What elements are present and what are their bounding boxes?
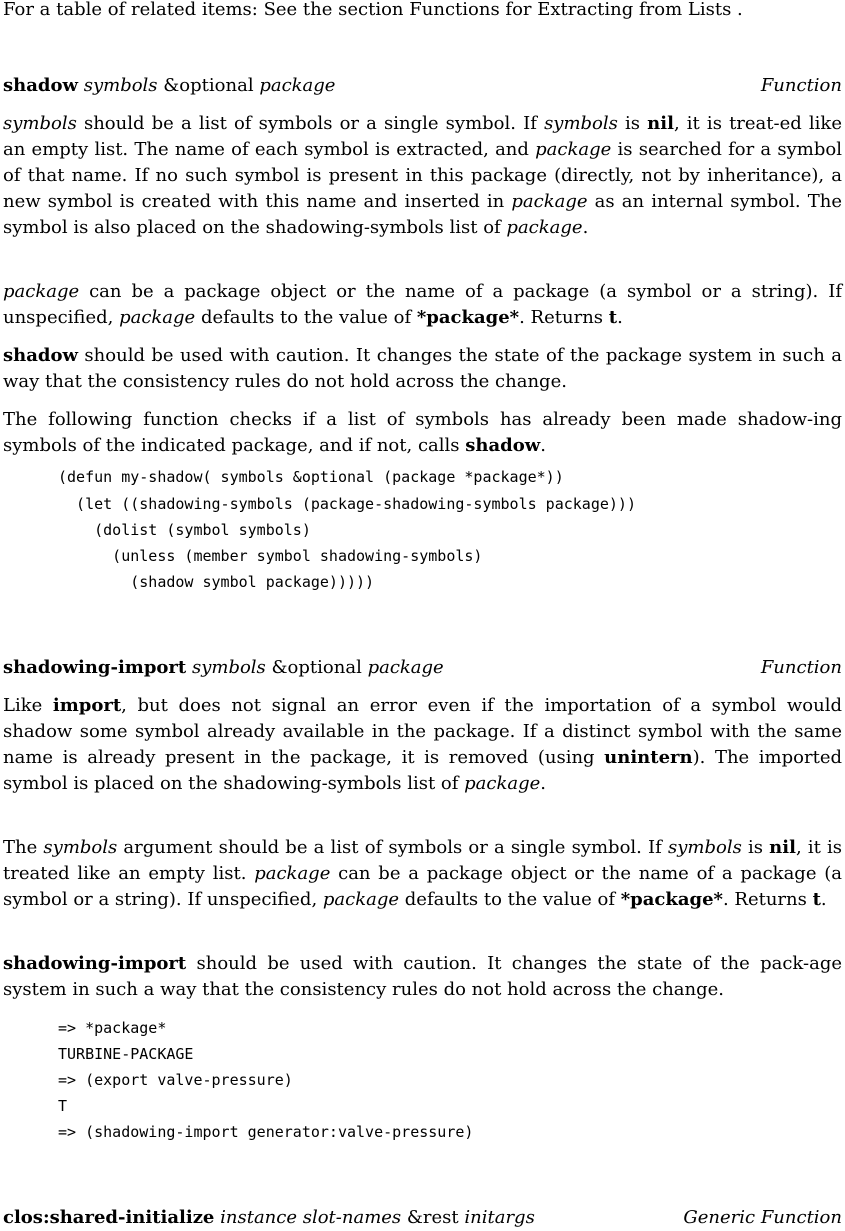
- shadow-function-name: shadow: [3, 75, 78, 96]
- si-p1-import: import: [52, 695, 122, 716]
- shadow-code-line-3: (dolist (symbol symbols): [58, 521, 311, 539]
- si-p1-text-e: ). The imported symbol is placed on the shadowing-symbols list of: [3, 747, 842, 794]
- si-p2-text-i: can be a package object or the name of a package (a symbol or a string). If unspecified,: [3, 863, 842, 910]
- shadow-code-line-5: (shadow symbol package))))): [58, 573, 375, 591]
- shadow-p1-text-b: should be a list of symbols or a single symbol. If: [76, 113, 545, 134]
- related-items-prefix: For a table of related items: See the section: [3, 0, 404, 20]
- shadowing-import-function-name: shadowing-import: [3, 657, 187, 678]
- shadowing-import-arg-package: package: [367, 657, 444, 678]
- shadow-p1-text-f: , it is treat-ed like an empty list. The name of each symbol is extracted, and: [3, 113, 842, 160]
- shadow-p2-text-f: . Returns: [519, 307, 609, 328]
- si-p2-text-m: . Returns: [722, 889, 813, 910]
- related-items-line: [3, 0, 842, 23]
- shadow-p1-text-h: is searched for a symbol of that name. If no such symbol is present in this package (directly, not by inheritance), a new symbol is created with this name and inserted in: [3, 139, 842, 212]
- shadow-paragraph-1: [3, 111, 842, 241]
- si-p2-nil: nil: [769, 837, 796, 858]
- shadow-paragraph-2: [3, 279, 842, 331]
- shadow-p1-nil: nil: [647, 113, 674, 134]
- si-p2-symbols: symbols: [43, 837, 118, 858]
- shared-initialize-function-name: clos:shared-initialize: [3, 1207, 215, 1228]
- shadowing-import-code-line-3: => (export valve-pressure): [58, 1071, 293, 1089]
- shadow-p1-package-3: package: [506, 217, 583, 238]
- shadow-code-line-4: (unless (member symbol shadowing-symbols): [58, 547, 483, 565]
- shadowing-import-paragraph-3: [3, 951, 842, 1003]
- shadow-p4-text-c: .: [540, 435, 546, 456]
- shadow-p2-package: package: [3, 281, 80, 302]
- shadowing-import-code-line-5: => (shadowing-import generator:valve-pressure): [58, 1123, 474, 1141]
- si-p2-package: package: [254, 863, 331, 884]
- shadow-arg-symbols: symbols: [83, 75, 158, 96]
- shadow-p1-text-l: .: [582, 217, 589, 238]
- si-p2-symbols-2: symbols: [668, 837, 742, 858]
- si-p2-package-var: *package*: [620, 889, 723, 910]
- shadow-code-line-1: (defun my-shadow( symbols &optional (package *package*)): [58, 468, 564, 486]
- shadow-p2-text-b: can be a package object or the name of a package (a symbol or a string). If unspecified,: [3, 281, 842, 328]
- si-p2-text-k: defaults to the value of: [399, 889, 621, 910]
- shadow-p1-text-j: as an internal symbol. The symbol is also placed on the shadowing-symbols list of: [3, 191, 842, 238]
- shared-initialize-arg-rest: &rest: [406, 1207, 459, 1228]
- shadow-p2-text-d: defaults to the value of: [195, 307, 417, 328]
- si-p2-text-e: is: [741, 837, 770, 858]
- shadow-p1-package: package: [535, 139, 612, 160]
- shadow-p1-package-2: package: [511, 191, 588, 212]
- shadowing-import-arg-optional: &optional: [271, 657, 362, 678]
- shared-initialize-entry-header: [3, 1205, 842, 1231]
- shadow-p3-text-b: should be used with caution. It changes the state of the package system in such a way that the consistency rules do not hold across the change.: [3, 345, 842, 392]
- si-p2-text-a: The: [3, 837, 44, 858]
- shadowing-import-code-line-4: T: [58, 1097, 68, 1115]
- related-items-link[interactable]: Functions for Extracting from Lists: [409, 0, 732, 20]
- si-p1-package: package: [464, 773, 541, 794]
- shadowing-import-arg-symbols: symbols: [191, 657, 266, 678]
- si-p2-text-c: argument should be a list of symbols or a single symbol. If: [117, 837, 668, 858]
- si-p1-text-a: Like: [3, 695, 53, 716]
- shadow-entry-header: [3, 73, 842, 99]
- shadow-p4-text-a: The following function checks if a list of symbols has already been made shadow-ing symbols of the indicated package, and if not, calls: [3, 409, 842, 456]
- shadow-paragraph-4: [3, 407, 842, 459]
- shadowing-import-code-line-1: => *package*: [58, 1019, 167, 1037]
- si-p2-text-o: .: [820, 889, 827, 910]
- shadow-p2-package-var: *package*: [416, 307, 520, 328]
- si-p2-package-2: package: [322, 889, 400, 910]
- shadowing-import-paragraph-1: [3, 693, 842, 797]
- si-p3-shadowing-import: shadowing-import: [3, 953, 187, 974]
- shadow-p2-t: t: [608, 307, 618, 328]
- shadow-arg-optional: &optional: [163, 75, 254, 96]
- shadow-p2-package-2: package: [119, 307, 196, 328]
- shadowing-import-code-line-2: TURBINE-PACKAGE: [58, 1045, 194, 1063]
- shadow-p1-symbols-2: symbols: [544, 113, 618, 134]
- shared-initialize-arg-initargs: initargs: [464, 1207, 535, 1228]
- shadow-p1-text-d: is: [617, 113, 648, 134]
- shadow-p4-shadow: shadow: [465, 435, 541, 456]
- shared-initialize-args: instance slot-names: [220, 1207, 402, 1228]
- related-items-suffix: .: [737, 0, 743, 20]
- si-p3-text-b: should be used with caution. It changes the state of the pack-age system in such a way that the consistency rules do not hold across the change.: [3, 953, 842, 1000]
- si-p1-unintern: unintern: [604, 747, 693, 768]
- shadow-paragraph-3: [3, 343, 842, 395]
- shadow-p1-symbols: symbols: [3, 113, 77, 134]
- shared-initialize-entry-kind: Generic Function: [683, 1207, 842, 1228]
- shadowing-import-entry-header: [3, 655, 842, 681]
- si-p2-text-g: , it is treated like an empty list.: [3, 837, 842, 884]
- shadow-code-line-2: (let ((shadowing-symbols (package-shadowing-symbols package))): [58, 495, 636, 513]
- shadow-p2-text-h: .: [617, 307, 623, 328]
- shadow-arg-package: package: [259, 75, 336, 96]
- si-p1-text-g: .: [540, 773, 547, 794]
- shadow-p3-shadow: shadow: [3, 345, 78, 366]
- shadowing-import-entry-kind: Function: [760, 657, 842, 678]
- shadow-entry-kind: Function: [760, 75, 842, 96]
- si-p1-text-c: , but does not signal an error even if the importation of a symbol would shadow some symbol already available in the package. If a distinct symbol with the same name is already present in the package, it is removed (using: [3, 695, 842, 768]
- shadowing-import-paragraph-2: [3, 835, 842, 913]
- si-p2-t: t: [812, 889, 821, 910]
